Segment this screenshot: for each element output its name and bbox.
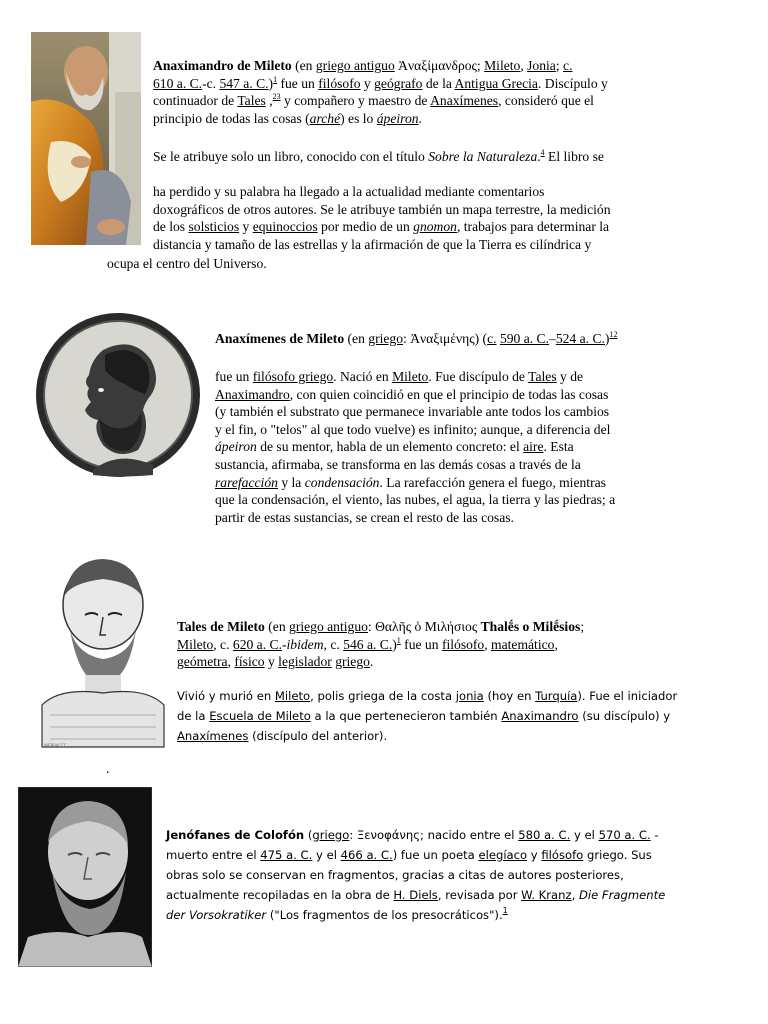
text-line xyxy=(166,885,726,905)
anaximandro-paragraph-2 xyxy=(153,148,673,166)
text-run: a la que pertenecieron también xyxy=(310,709,502,723)
text-line xyxy=(177,618,697,636)
text-run: , xyxy=(227,654,235,670)
text-run: , polis griega de la costa xyxy=(310,689,456,703)
link-text[interactable]: 524 a. C. xyxy=(555,331,605,346)
text-run: - xyxy=(281,636,287,652)
link-text[interactable]: 546 a. C. xyxy=(343,636,393,652)
link-text[interactable]: 590 a. C. xyxy=(499,331,550,346)
text-run: continuador de xyxy=(153,93,238,109)
text-run: Jenófanes de Colofón xyxy=(166,828,305,842)
tales-paragraph-2 xyxy=(177,686,697,746)
text-run: , revisada por xyxy=(437,888,522,902)
text-run: (su discípulo) y xyxy=(578,709,671,723)
text-run: (en xyxy=(264,619,290,634)
link-text[interactable]: griego xyxy=(312,828,350,842)
text-run: fue un xyxy=(215,369,253,384)
text-run: y xyxy=(360,75,375,91)
text-run: . Discípulo y xyxy=(537,75,608,91)
text-run: , xyxy=(484,636,492,652)
link-text[interactable]: Mileto xyxy=(392,369,429,384)
link-text[interactable]: Escuela de Mileto xyxy=(209,709,311,723)
text-run: Thalḗs o Milḗsios xyxy=(480,619,581,634)
link-text[interactable]: 475 a. C. xyxy=(260,848,313,862)
text-run: : Θαλῆς ὁ Μιλήσιος xyxy=(367,619,481,634)
text-line xyxy=(215,368,735,386)
text-run: Tales de Mileto xyxy=(177,619,265,634)
link-text[interactable]: Antigua Grecia xyxy=(454,75,538,91)
text-run: griego. Sus xyxy=(583,848,652,862)
text-run: y compañero y maestro de xyxy=(280,93,431,109)
stray-dot: . xyxy=(106,761,110,776)
text-line xyxy=(177,686,697,706)
text-run: y de xyxy=(556,369,584,384)
link-text[interactable]: físico xyxy=(234,654,265,670)
link-text[interactable]: geógrafo xyxy=(374,75,423,91)
text-run: ) fue un poeta xyxy=(392,848,479,862)
text-run: . Fue discípulo de xyxy=(428,369,529,384)
text-run: ibidem xyxy=(286,636,324,652)
link-text[interactable]: Mileto xyxy=(484,58,521,73)
text-run: . La rarefacción genera el fuego, mientras xyxy=(379,474,606,490)
anaximandro-paragraph xyxy=(153,57,673,127)
anaximandro-paragraph-end xyxy=(107,255,627,273)
text-run: y xyxy=(239,219,253,235)
anaximenes-paragraph xyxy=(215,368,735,526)
thales-image-caption: WEB04CCC xyxy=(44,743,67,748)
footnote-ref: 4 xyxy=(540,148,545,157)
text-run: (en xyxy=(291,58,316,73)
text-line xyxy=(215,330,735,348)
text-run: ; xyxy=(555,58,564,73)
text-line xyxy=(153,110,673,128)
link-text[interactable]: 620 a. C. xyxy=(232,636,282,652)
text-line xyxy=(177,653,697,671)
text-run: , xyxy=(265,93,273,109)
text-run: Vivió y murió en xyxy=(177,689,275,703)
link-text[interactable]: 570 a. C. xyxy=(598,828,651,842)
text-run: y xyxy=(264,654,279,670)
text-run: que la condensación, el viento, las nubes, el agua, la tierra y las piedras; a xyxy=(215,492,616,508)
text-run: distancia y tamaño de las estrellas y la afirmación de que la Tierra es cilíndrica y xyxy=(153,236,592,252)
text-run: Anaxímenes de Mileto xyxy=(215,331,345,346)
text-run: ("Los fragmentos de los presocráticos"). xyxy=(266,908,503,922)
anaximenes-heading-line xyxy=(215,330,735,348)
link-text[interactable]: H. Diels xyxy=(393,888,438,902)
link-text[interactable]: legislador xyxy=(278,654,332,670)
link-text[interactable]: Mileto xyxy=(274,689,311,703)
link-text[interactable]: Tales xyxy=(237,93,266,109)
link-text[interactable]: jonia xyxy=(455,689,484,703)
text-run: , xyxy=(520,58,528,73)
link-text[interactable]: griego antiguo xyxy=(315,58,395,73)
link-text[interactable]: gnomon xyxy=(413,219,457,235)
text-run: doxográficos de otros autores. Se le atribuye también un mapa terrestre, la medición xyxy=(153,201,611,217)
text-line xyxy=(215,474,735,492)
text-run: , consideró que el xyxy=(498,93,594,109)
text-run: de los xyxy=(153,219,189,235)
text-run: (discípulo del anterior). xyxy=(248,729,388,743)
link-text[interactable]: filósofo griego xyxy=(252,369,334,384)
text-run: , c. xyxy=(213,636,233,652)
text-run: sustancia, afirmaba, se transforma en las demás cosas a través de la xyxy=(215,456,581,472)
text-run: fue un xyxy=(277,75,319,91)
text-line xyxy=(153,236,673,254)
text-run: , xyxy=(554,636,558,652)
text-run: condensación xyxy=(304,474,380,490)
text-line xyxy=(177,726,697,746)
text-run: , xyxy=(571,888,579,902)
link-text[interactable]: Anaxímenes xyxy=(177,729,249,743)
text-line xyxy=(215,438,735,456)
link-text[interactable]: Anaximandro xyxy=(215,386,290,402)
text-run: El libro se xyxy=(544,149,604,164)
link-text[interactable]: griego xyxy=(368,331,404,346)
text-run: - xyxy=(650,828,659,842)
link-text[interactable]: filósofo xyxy=(441,636,485,652)
link-text[interactable]: c. xyxy=(487,331,497,346)
text-line xyxy=(166,865,726,885)
text-run: (en xyxy=(344,331,369,346)
text-run: . Nació en xyxy=(333,369,393,384)
link-text[interactable]: filósofo xyxy=(541,848,584,862)
link-text[interactable]: griego antiguo xyxy=(289,619,368,634)
text-run: y xyxy=(527,848,542,862)
text-run: Die Fragmente xyxy=(578,888,666,902)
text-line xyxy=(153,92,673,110)
text-line xyxy=(215,491,735,509)
text-run: ) xyxy=(268,75,274,91)
text-run: ápeiron xyxy=(215,439,257,455)
link-text[interactable]: griego xyxy=(335,654,370,670)
text-run: actualmente recopiladas en la obra de xyxy=(166,888,394,902)
text-line xyxy=(215,421,735,439)
text-run: : Ἀναξιμένης) ( xyxy=(403,331,488,346)
text-run: -c. xyxy=(202,75,220,91)
text-line xyxy=(215,509,735,527)
text-run: : Ξενοφάνης; nacido entre el xyxy=(349,828,519,842)
text-run: principio de todas las cosas ( xyxy=(153,110,310,126)
text-line xyxy=(215,386,735,404)
text-run: , con quien coincidió en que el principio de todas las cosas xyxy=(289,386,609,402)
text-line xyxy=(215,403,735,421)
link-text[interactable]: rarefacción xyxy=(215,474,278,490)
text-run: der Vorsokratiker xyxy=(166,908,267,922)
text-run: y el fin, o "telos" al que todo vuelve) es infinito; aunque, a diferencia del xyxy=(215,421,611,437)
text-run: de su mentor, habla de un elemento concreto: el xyxy=(256,439,524,455)
link-text[interactable]: geómetra xyxy=(177,654,228,670)
footnote-ref: 1 xyxy=(396,635,401,645)
text-line xyxy=(153,57,673,75)
text-run: . xyxy=(537,149,541,164)
text-line xyxy=(166,825,726,845)
text-run: Ἀναξίμανδρος; xyxy=(394,58,485,73)
link-text[interactable]: elegíaco xyxy=(478,848,528,862)
text-line xyxy=(107,255,627,273)
anaximandro-paragraph-3 xyxy=(153,183,673,253)
text-run: partir de estas sustancias, se crean el resto de las cosas. xyxy=(215,509,514,525)
tales-paragraph xyxy=(177,618,697,671)
text-run: obras solo se conservan en fragmentos, gracias a citas de autores posteriores, xyxy=(166,868,624,882)
text-run: , c. xyxy=(323,636,344,652)
text-run: de la xyxy=(422,75,455,91)
text-run: (hoy en xyxy=(483,689,536,703)
link-text[interactable]: W. Kranz xyxy=(521,888,572,902)
text-line xyxy=(166,845,726,865)
text-run: por medio de un xyxy=(317,219,414,235)
link-text[interactable]: Anaximandro xyxy=(501,709,579,723)
thales-bust-image xyxy=(40,555,166,751)
text-run: muerto entre el xyxy=(166,848,261,862)
footnote-ref: 1 xyxy=(502,906,508,915)
text-run: (y también el substrato que permanece invariable ante todos los cambios xyxy=(215,404,610,420)
text-run: ). Fue el iniciador xyxy=(577,689,678,703)
text-run: ; xyxy=(580,619,585,634)
text-run: ) es lo xyxy=(340,110,377,126)
text-line xyxy=(153,218,673,236)
xenophanes-bust-image xyxy=(18,787,152,967)
jenofanes-paragraph xyxy=(166,825,726,925)
text-line xyxy=(177,636,697,654)
text-run: . Esta xyxy=(543,439,574,455)
text-run: Se le atribuye solo un libro, conocido con el título xyxy=(153,149,429,164)
text-run: de la xyxy=(177,709,210,723)
text-line xyxy=(177,706,697,726)
link-text[interactable]: Turquía xyxy=(535,689,578,703)
footnote-ref: 23 xyxy=(272,92,281,102)
text-run: ha perdido y su palabra ha llegado a la actualidad mediante comentarios xyxy=(153,184,545,199)
text-run: y el xyxy=(312,848,341,862)
link-text[interactable]: 547 a. C. xyxy=(219,75,269,91)
text-run: , trabajos para determinar la xyxy=(456,219,610,235)
text-run: Anaximandro de Mileto xyxy=(153,58,292,73)
text-run: ) xyxy=(392,636,397,652)
link-text[interactable]: filósofo xyxy=(318,75,361,91)
text-run: y la xyxy=(277,474,305,490)
text-run: . xyxy=(418,110,422,126)
text-run: y el xyxy=(570,828,599,842)
link-text[interactable]: Mileto xyxy=(177,636,214,652)
link-text[interactable]: ápeiron xyxy=(376,110,419,126)
text-run: fue un xyxy=(400,636,442,652)
link-text[interactable]: matemático xyxy=(491,636,555,652)
link-text[interactable]: equinoccios xyxy=(252,219,318,235)
link-text[interactable]: Jonia xyxy=(527,58,556,73)
link-text[interactable]: 610 a. C. xyxy=(153,75,203,91)
anaximenes-coin-image xyxy=(33,310,203,480)
anaximander-fresco-image xyxy=(31,32,141,245)
footnote-ref: 12 xyxy=(609,330,618,339)
link-text[interactable]: c. xyxy=(563,58,573,73)
link-text[interactable]: Anaxímenes xyxy=(430,93,499,109)
footnote-ref: 1 xyxy=(273,74,278,84)
link-text[interactable]: arché xyxy=(309,110,341,126)
text-line xyxy=(153,201,673,219)
text-run: – xyxy=(549,331,556,346)
text-run: ) xyxy=(604,331,610,346)
link-text[interactable]: 466 a. C. xyxy=(340,848,393,862)
text-run: . xyxy=(369,654,374,670)
text-run: ( xyxy=(304,828,313,842)
link-text[interactable]: 580 a. C. xyxy=(518,828,571,842)
text-line xyxy=(166,905,726,925)
text-line xyxy=(215,456,735,474)
text-line xyxy=(153,148,673,166)
text-run: ocupa el centro del Universo. xyxy=(107,256,267,271)
link-text[interactable]: solsticios xyxy=(188,219,240,235)
text-line xyxy=(153,183,673,201)
text-line xyxy=(153,75,673,93)
link-text[interactable]: Tales xyxy=(528,369,557,384)
link-text[interactable]: aire xyxy=(523,439,544,455)
text-run: Sobre la Naturaleza xyxy=(428,149,538,164)
